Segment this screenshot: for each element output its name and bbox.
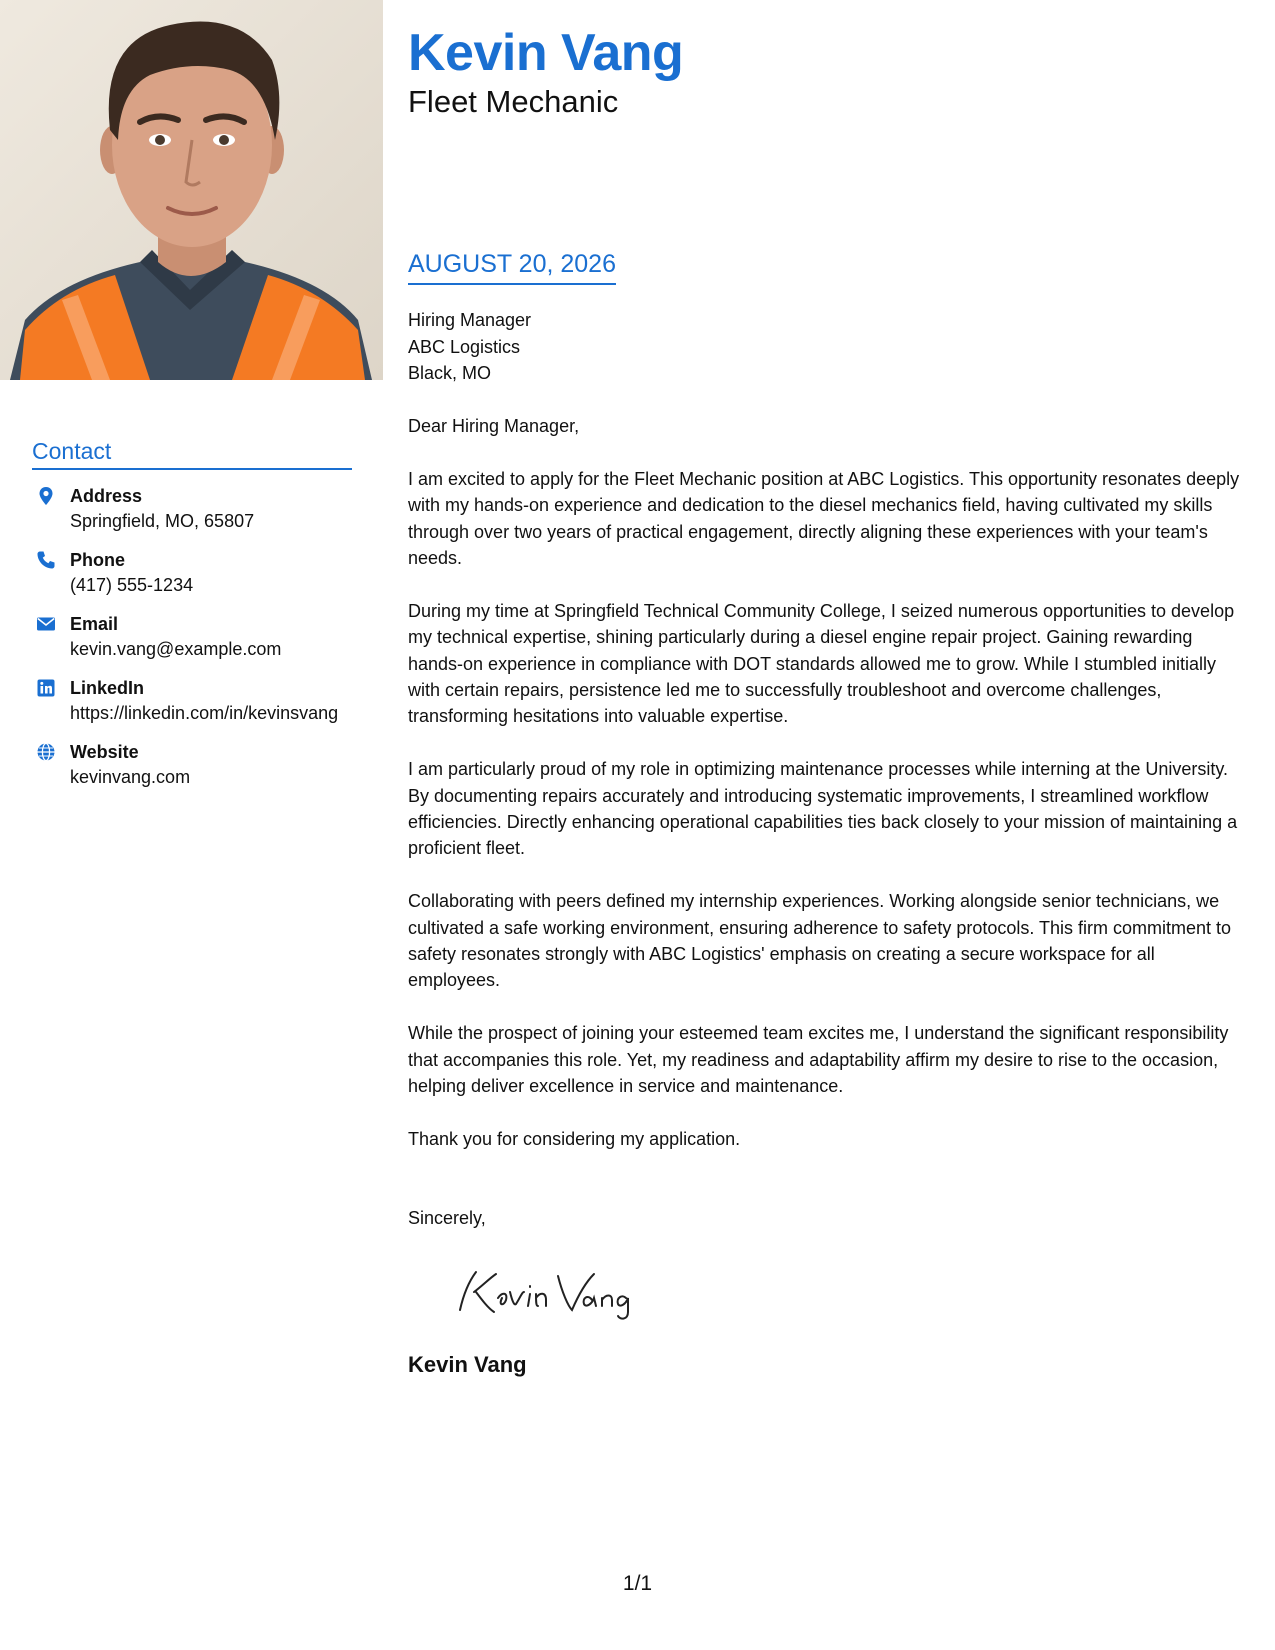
address-value: Springfield, MO, 65807 bbox=[70, 511, 255, 531]
letter-date: AUGUST 20, 2026 bbox=[408, 248, 616, 285]
email-icon bbox=[36, 614, 56, 634]
contact-section bbox=[32, 436, 352, 804]
closing: Sincerely, bbox=[408, 1208, 486, 1228]
applicant-title: Fleet Mechanic bbox=[408, 84, 619, 119]
phone-value[interactable]: (417) 555-1234 bbox=[70, 575, 194, 595]
letter-paragraph: Collaborating with peers defined my internship experiences. Working alongside senior technicians, we cultivated a safe working environment, ensuring adherence to safety protocols. This firm commitment to safety resonates strongly with ABC Logistics' emphasis on creating a secure workspace for all employees. bbox=[408, 891, 1232, 991]
globe-icon bbox=[36, 742, 56, 762]
recipient-block bbox=[408, 307, 531, 387]
contact-linkedin bbox=[32, 676, 352, 726]
contact-address bbox=[32, 484, 352, 534]
handwritten-signature bbox=[450, 1262, 650, 1322]
contact-website bbox=[32, 740, 352, 790]
phone-label: Phone bbox=[70, 550, 126, 570]
linkedin-label: LinkedIn bbox=[70, 678, 145, 698]
contact-heading: Contact bbox=[32, 436, 352, 470]
phone-icon bbox=[36, 550, 56, 570]
contact-phone bbox=[32, 548, 352, 598]
email-value[interactable]: kevin.vang@example.com bbox=[70, 639, 282, 659]
signed-name: Kevin Vang bbox=[408, 1352, 527, 1377]
email-label: Email bbox=[70, 614, 119, 634]
location-pin-icon bbox=[36, 486, 56, 506]
linkedin-icon bbox=[36, 678, 56, 698]
applicant-name: Kevin Vang bbox=[408, 24, 684, 82]
salutation: Dear Hiring Manager, bbox=[408, 416, 580, 436]
letter-body bbox=[408, 413, 1248, 1179]
recipient-line: Hiring Manager bbox=[408, 310, 532, 330]
contact-email bbox=[32, 612, 352, 662]
website-label: Website bbox=[70, 742, 139, 762]
recipient-line: Black, MO bbox=[408, 363, 492, 383]
address-label: Address bbox=[70, 486, 143, 506]
letter-paragraph: I am excited to apply for the Fleet Mechanic position at ABC Logistics. This opportunity resonates deeply with my hands-on experience and dedication to the diesel mechanics field, having cultivated my skills through over two years of practical engagement, directly aligning these experiences with your team's needs. bbox=[408, 468, 1240, 569]
letter-paragraph: While the prospect of joining your esteemed team excites me, I understand the significant responsibility that accompanies this role. Yet, my readiness and adaptability affirm my desire to rise to the occasion, helping deliver excellence in service and maintenance. bbox=[408, 1023, 1229, 1097]
page-number: 1/1 bbox=[622, 1572, 653, 1595]
recipient-line: ABC Logistics bbox=[408, 336, 521, 357]
linkedin-value[interactable]: https://linkedin.com/in/kevinsvang bbox=[70, 703, 339, 723]
letter-paragraph: During my time at Springfield Technical Community College, I seized numerous opportunities to develop my technical expertise, shining particularly during a diesel engine repair project. Gaining rewarding hands-on experience in compliance with DOT standards allowed me to grow. While I stumbled initially with certain repairs, persistence led me to successfully troubleshoot and overcome challenges, transforming hesitations into valuable expertise. bbox=[408, 600, 1235, 727]
profile-photo bbox=[0, 0, 383, 380]
website-value[interactable]: kevinvang.com bbox=[70, 767, 191, 787]
letter-paragraph: Thank you for considering my application. bbox=[408, 1128, 741, 1149]
letter-paragraph: I am particularly proud of my role in optimizing maintenance processes while interning at the University. By documenting repairs accurately and introducing systematic improvements, I streamlined workflow efficiencies. Directly enhancing operational capabilities ties back closely to your mission of maintaining a proficient fleet. bbox=[408, 759, 1238, 859]
